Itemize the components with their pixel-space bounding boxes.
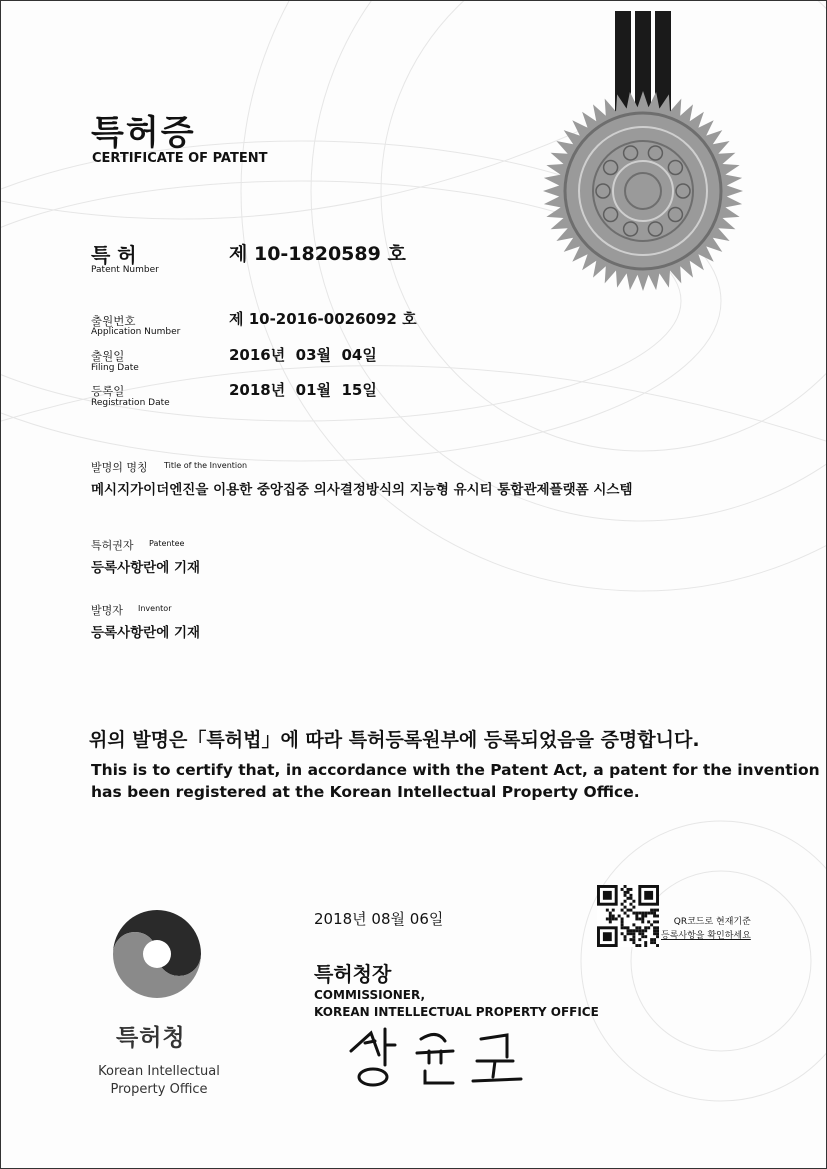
agency-name-ko: 특허청 [116, 1025, 186, 1051]
filing-date-label-ko: 출원일 [91, 349, 125, 363]
agency-name-en-line2: Property Office [110, 1082, 208, 1097]
filing-date-label-en: Filing Date [91, 363, 139, 373]
certificate-title-ko: 특허증 [91, 113, 196, 153]
application-number-label-en: Application Number [91, 327, 181, 337]
inventor-label-en: Inventor [138, 604, 172, 613]
commissioner-signature [341, 1021, 541, 1091]
certification-en-line1: This is to certify that, in accordance with the Patent Act, a patent for the invention [91, 761, 820, 779]
application-number-value: 제 10-2016-0026092 호 [229, 310, 417, 328]
qr-caption [661, 915, 751, 943]
qr-caption-line2: 등록사항을 확인하세요 [661, 931, 751, 941]
registration-date-label-en: Registration Date [91, 398, 170, 408]
commissioner-title-en [314, 987, 599, 1021]
patentee-label-en: Patentee [149, 539, 185, 548]
application-number-label-ko: 출원번호 [91, 314, 136, 328]
patentee-value: 등록사항란에 기재 [91, 560, 201, 576]
certification-en-line2: has been registered at the Korean Intellectual Property Office. [91, 783, 640, 801]
agency-name-en [84, 1063, 234, 1099]
commissioner-en-line1: COMMISSIONER, [314, 988, 426, 1002]
patent-number-label-ko: 특 허 [91, 243, 137, 267]
qr-caption-line1: QR코드로 현재기준 [673, 917, 751, 927]
invention-title-label-ko: 발명의 명칭 [91, 461, 148, 474]
qr-code[interactable] [597, 885, 659, 947]
invention-title-value: 메시지가이더엔진을 이용한 중앙집중 의사결정방식의 지능형 유시티 통합관제플랫폼 시스템 [91, 482, 633, 498]
inventor-label-ko: 발명자 [91, 604, 123, 617]
filing-date-value: 2016년 03월 04일 [229, 346, 377, 364]
seal-emblem [541, 1, 771, 301]
inventor-value: 등록사항란에 기재 [91, 625, 201, 641]
certificate-title-en: CERTIFICATE OF PATENT [92, 151, 268, 166]
kipo-logo [109, 906, 205, 1002]
patent-number-label-en: Patent Number [91, 265, 159, 275]
commissioner-title-ko: 특허청장 [314, 962, 392, 986]
commissioner-en-line2: KOREAN INTELLECTUAL PROPERTY OFFICE [314, 1005, 599, 1019]
patent-number-value: 제 10-1820589 호 [229, 243, 406, 265]
issue-date: 2018년 08월 06일 [314, 910, 444, 928]
registration-date-label-ko: 등록일 [91, 384, 125, 398]
registration-date-value: 2018년 01월 15일 [229, 381, 377, 399]
agency-name-en-line1: Korean Intellectual [98, 1064, 220, 1079]
patentee-label-ko: 특허권자 [91, 539, 134, 552]
invention-title-label-en: Title of the Invention [164, 461, 248, 470]
certification-statement-ko: 위의 발명은「특허법」에 따라 특허등록원부에 등록되었음을 증명합니다. [89, 729, 700, 751]
certification-statement-en [91, 759, 820, 803]
